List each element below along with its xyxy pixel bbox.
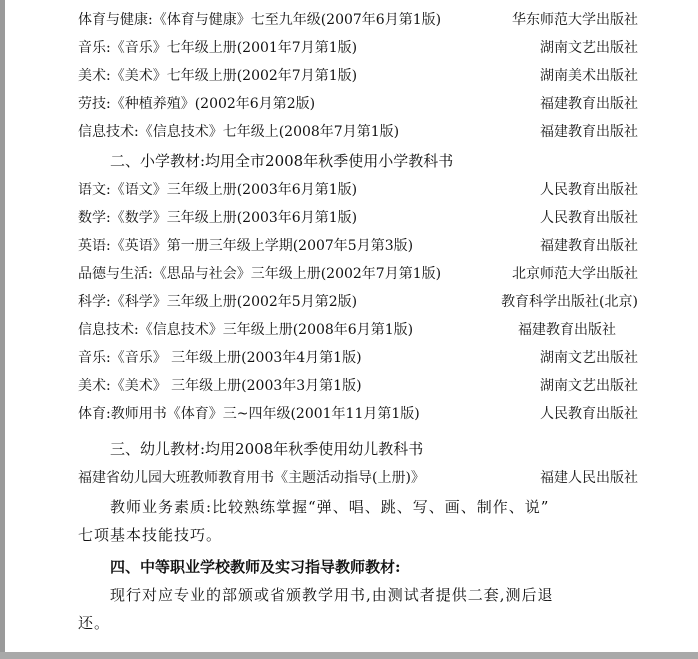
publisher-name: 湖南文艺出版社 bbox=[540, 350, 638, 366]
window-bottom-edge bbox=[0, 652, 698, 659]
vocational-paragraph-line: 现行对应专业的部颁或省颁教学用书,由测试者提供二套,测后退 bbox=[110, 586, 554, 604]
textbook-row bbox=[78, 290, 638, 314]
textbook-title: 科学:《科学》三年级上册(2002年5月第2版) bbox=[78, 294, 358, 310]
section-heading-vocational: 四、中等职业学校教师及实习指导教师教材: bbox=[110, 558, 401, 576]
textbook-title: 福建省幼儿园大班教师教育用书《主题活动指导(上册)》 bbox=[78, 470, 425, 486]
textbook-row bbox=[78, 318, 638, 342]
publisher-name: 福建教育出版社 bbox=[518, 322, 616, 338]
publisher-name: 华东师范大学出版社 bbox=[512, 12, 638, 28]
vocational-paragraph-line: 还。 bbox=[78, 614, 111, 632]
window-left-edge bbox=[0, 0, 5, 659]
section-heading-kindergarten: 三、幼儿教材:均用2008年秋季使用幼儿教科书 bbox=[110, 440, 424, 458]
publisher-name: 福建人民出版社 bbox=[540, 470, 638, 486]
textbook-row bbox=[78, 120, 638, 144]
skills-paragraph-line: 七项基本技能技巧。 bbox=[78, 526, 223, 544]
publisher-name: 福建教育出版社 bbox=[540, 96, 638, 112]
publisher-name: 福建教育出版社 bbox=[540, 238, 638, 254]
textbook-title: 体育与健康:《体育与健康》七至九年级(2007年6月第1版) bbox=[78, 12, 442, 28]
publisher-name: 湖南文艺出版社 bbox=[540, 378, 638, 394]
textbook-row bbox=[78, 374, 638, 398]
textbook-row bbox=[78, 466, 638, 490]
textbook-row bbox=[78, 346, 638, 370]
textbook-row bbox=[78, 178, 638, 202]
publisher-name: 人民教育出版社 bbox=[540, 210, 638, 226]
textbook-row bbox=[78, 262, 638, 286]
textbook-row bbox=[78, 92, 638, 116]
section-heading-primary: 二、小学教材:均用全市2008年秋季使用小学教科书 bbox=[110, 152, 454, 170]
textbook-title: 音乐:《音乐》 三年级上册(2003年4月第1版) bbox=[78, 350, 362, 366]
textbook-title: 美术:《美术》七年级上册(2002年7月第1版) bbox=[78, 68, 358, 84]
textbook-row bbox=[78, 36, 638, 60]
textbook-title: 劳技:《种植养殖》(2002年6月第2版) bbox=[78, 96, 316, 112]
textbook-title: 数学:《数学》三年级上册(2003年6月第1版) bbox=[78, 210, 358, 226]
publisher-name: 福建教育出版社 bbox=[540, 124, 638, 140]
textbook-title: 品德与生活:《思品与社会》三年级上册(2002年7月第1版) bbox=[78, 266, 442, 282]
textbook-title: 音乐:《音乐》七年级上册(2001年7月第1版) bbox=[78, 40, 358, 56]
textbook-title: 体育:教师用书《体育》三~四年级(2001年11月第1版) bbox=[78, 406, 420, 422]
textbook-title: 美术:《美术》 三年级上册(2003年3月第1版) bbox=[78, 378, 362, 394]
textbook-title: 语文:《语文》三年级上册(2003年6月第1版) bbox=[78, 182, 358, 198]
document-page bbox=[8, 0, 688, 652]
textbook-title: 信息技术:《信息技术》七年级上(2008年7月第1版) bbox=[78, 124, 400, 140]
publisher-name: 人民教育出版社 bbox=[540, 406, 638, 422]
textbook-row bbox=[78, 8, 638, 32]
publisher-name: 人民教育出版社 bbox=[540, 182, 638, 198]
textbook-row bbox=[78, 234, 638, 258]
publisher-name: 湖南美术出版社 bbox=[540, 68, 638, 84]
textbook-row bbox=[78, 402, 638, 426]
textbook-row bbox=[78, 64, 638, 88]
textbook-title: 信息技术:《信息技术》三年级上册(2008年6月第1版) bbox=[78, 322, 414, 338]
textbook-title: 英语:《英语》第一册三年级上学期(2007年5月第3版) bbox=[78, 238, 414, 254]
textbook-row bbox=[78, 206, 638, 230]
publisher-name: 北京师范大学出版社 bbox=[512, 266, 638, 282]
publisher-name: 湖南文艺出版社 bbox=[540, 40, 638, 56]
publisher-name: 教育科学出版社(北京) bbox=[501, 294, 638, 310]
skills-paragraph-line: 教师业务素质:比较熟练掌握“弹、唱、跳、写、画、制作、说” bbox=[110, 498, 550, 516]
